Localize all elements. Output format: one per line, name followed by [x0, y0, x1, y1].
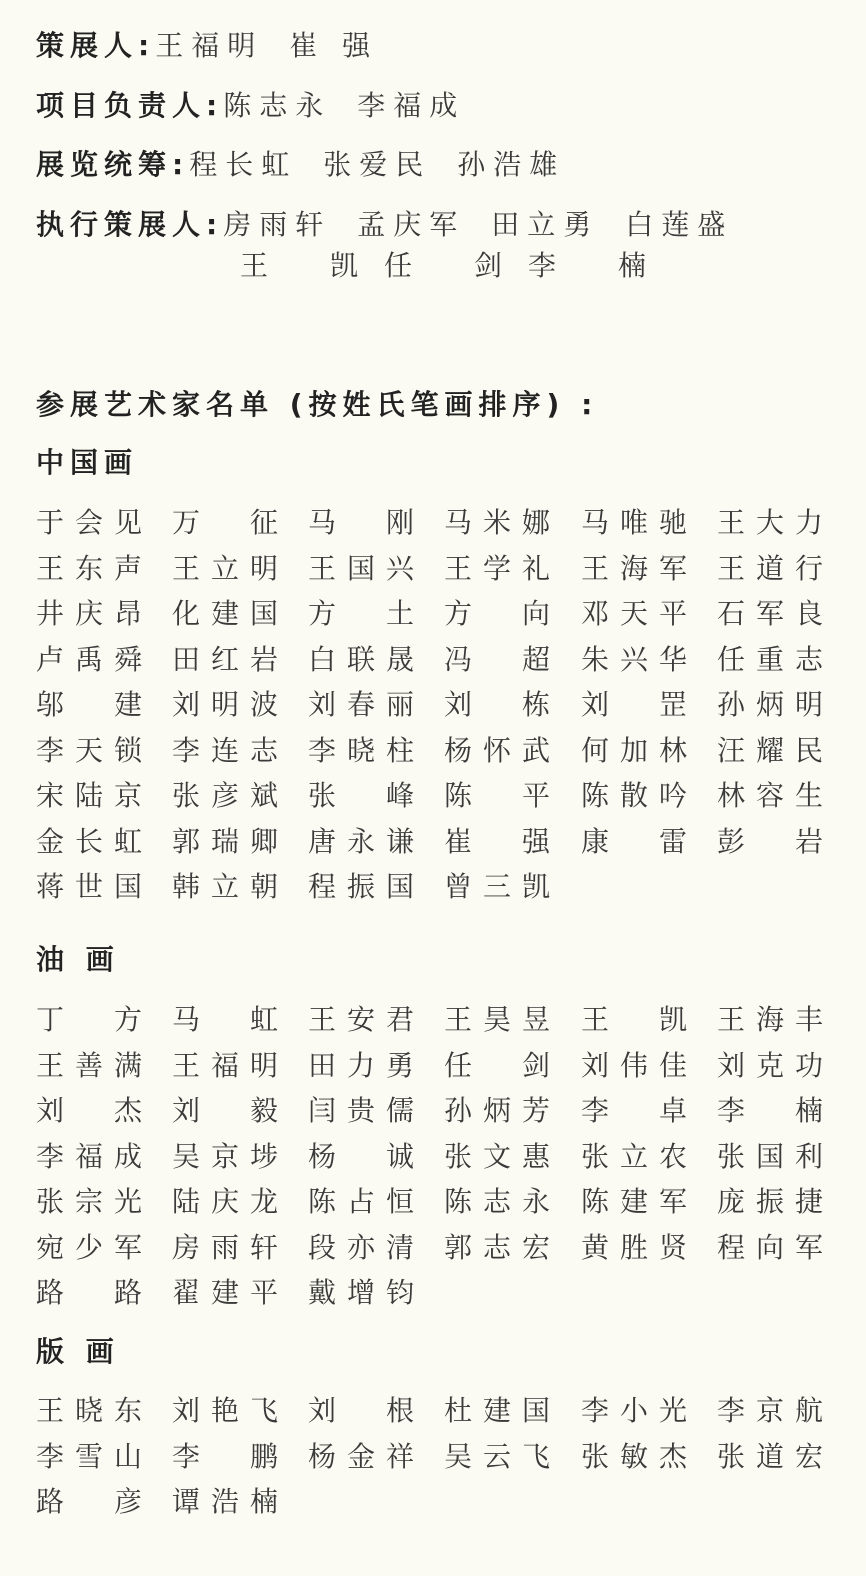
artist-name: 张 峰 — [308, 779, 414, 812]
artist-name: 王 昊 昱 — [444, 1003, 550, 1036]
artist-name: 路 路 — [36, 1276, 142, 1309]
artist-name: 吴 云 飞 — [444, 1439, 550, 1473]
artist-name: 万 征 — [172, 506, 278, 539]
artist-name: 杨 金 祥 — [308, 1439, 414, 1473]
artist-name: 王 立 明 — [172, 551, 278, 585]
artist-name: 张 敏 杰 — [581, 1439, 687, 1473]
artist-name: 张 宗 光 — [36, 1185, 142, 1218]
artist-name: 陆 庆 龙 — [172, 1185, 278, 1218]
artist-name: 王 东 声 — [36, 551, 142, 585]
executive-curator-name: 任 剑 — [384, 249, 502, 282]
artist-name: 王 福 明 — [172, 1048, 278, 1082]
coordination-label: 展览统筹: — [36, 148, 190, 181]
artist-name: 庞 振 捷 — [717, 1185, 823, 1218]
artist-name: 陈 志 永 — [444, 1185, 550, 1218]
artist-name: 任 剑 — [444, 1048, 550, 1082]
artist-name: 李 天 锁 — [36, 733, 142, 767]
artist-name: 陈 建 军 — [581, 1185, 687, 1218]
artist-name: 郭 志 宏 — [444, 1230, 550, 1264]
artist-name: 宋 陆 京 — [36, 779, 142, 812]
artist-name: 丁 方 — [36, 1003, 142, 1036]
artist-name: 张 文 惠 — [444, 1139, 550, 1173]
artist-name: 刘 艳 飞 — [172, 1394, 278, 1427]
artist-name: 杨 诚 — [308, 1139, 414, 1173]
executive-curator-name: 孟庆军 — [357, 208, 466, 241]
project-lead-name: 李福成 — [357, 89, 466, 122]
artist-name: 朱 兴 华 — [581, 642, 687, 676]
artist-name: 张 彦 斌 — [172, 779, 278, 812]
artist-name: 冯 超 — [444, 642, 550, 676]
artist-name: 李 京 航 — [717, 1394, 823, 1427]
artist-name: 吴 京 埗 — [172, 1139, 278, 1173]
artist-name: 杨 怀 武 — [444, 733, 550, 767]
artist-name: 卢 禹 舜 — [36, 642, 142, 676]
artist-name: 刘 毅 — [172, 1094, 278, 1127]
artist-name: 刘 根 — [308, 1394, 414, 1427]
artist-name: 张 立 农 — [581, 1139, 687, 1173]
artist-name: 马 唯 驰 — [581, 506, 687, 539]
artist-name: 李 晓 柱 — [308, 733, 414, 767]
artist-name: 王 道 行 — [717, 551, 823, 585]
artist-name: 李 小 光 — [581, 1394, 687, 1427]
artists-list-heading: 参展艺术家名单 (按姓氏笔画排序) : — [36, 388, 599, 421]
artist-name: 邬 建 — [36, 688, 142, 721]
artist-name: 刘 克 功 — [717, 1048, 823, 1082]
artist-name: 于 会 见 — [36, 506, 142, 539]
artist-name: 谭 浩 楠 — [172, 1485, 278, 1518]
artist-name: 刘 栋 — [444, 688, 550, 721]
artist-name: 邓 天 平 — [581, 597, 687, 630]
coordination-name: 张爱民 — [323, 148, 432, 181]
artist-name: 孙 炳 明 — [717, 688, 823, 721]
artist-name: 方 土 — [308, 597, 414, 630]
curators-label: 策展人: — [36, 29, 156, 62]
category-title-printmaking: 版 画 — [36, 1335, 120, 1368]
artist-name: 王 晓 东 — [36, 1394, 142, 1427]
project-lead-label: 项目负责人: — [36, 89, 224, 122]
artist-name: 房 雨 轩 — [172, 1230, 278, 1264]
artist-name: 李 卓 — [581, 1094, 687, 1127]
artist-name: 金 长 虹 — [36, 824, 142, 858]
artist-name: 王 大 力 — [717, 506, 823, 539]
artist-name: 翟 建 平 — [172, 1276, 278, 1309]
executive-curators-row — [36, 207, 759, 243]
executive-curator-name: 王 凯 — [240, 249, 358, 282]
category-title-chinese-painting: 中国画 — [36, 446, 139, 479]
artist-name: 陈 平 — [444, 779, 550, 812]
executive-curator-name: 李 楠 — [528, 249, 646, 282]
artist-name: 李 连 志 — [172, 733, 278, 767]
artist-name: 王 学 礼 — [444, 551, 550, 585]
artist-name: 康 雷 — [581, 824, 687, 858]
artist-name: 张 国 利 — [717, 1139, 823, 1173]
artist-name: 白 联 晟 — [308, 642, 414, 676]
artist-name: 王 善 满 — [36, 1048, 142, 1082]
artist-name: 石 军 良 — [717, 597, 823, 630]
artist-name: 唐 永 谦 — [308, 824, 414, 858]
artist-name: 化 建 国 — [172, 597, 278, 630]
artist-name: 杜 建 国 — [444, 1394, 550, 1427]
project-lead-name: 陈志永 — [223, 89, 332, 122]
artist-name: 王 凯 — [581, 1003, 687, 1036]
artist-name: 马 米 娜 — [444, 506, 550, 539]
artist-name: 王 国 兴 — [308, 551, 414, 585]
artist-name: 段 亦 清 — [308, 1230, 414, 1264]
artist-name: 刘 明 波 — [172, 688, 278, 721]
curator-name: 崔 强 — [289, 29, 379, 62]
artist-name: 黄 胜 贤 — [581, 1230, 687, 1264]
artist-name: 陈 散 吟 — [581, 779, 687, 812]
artist-name: 井 庆 昂 — [36, 597, 142, 630]
coordination-name: 程长虹 — [189, 148, 298, 181]
artist-name: 汪 耀 民 — [717, 733, 823, 767]
artist-name: 宛 少 军 — [36, 1230, 142, 1264]
executive-curator-name: 白莲盛 — [625, 208, 734, 241]
artist-name: 路 彦 — [36, 1485, 142, 1518]
artist-name: 蒋 世 国 — [36, 870, 142, 903]
executive-curators-row-2 — [240, 248, 672, 284]
artist-name: 刘 春 丽 — [308, 688, 414, 721]
artist-name: 刘 伟 佳 — [581, 1048, 687, 1082]
artist-name: 王 安 君 — [308, 1003, 414, 1036]
executive-curator-name: 田立勇 — [491, 208, 600, 241]
artist-name: 崔 强 — [444, 824, 550, 858]
artist-name: 程 向 军 — [717, 1230, 823, 1264]
artist-name: 闫 贵 儒 — [308, 1094, 414, 1127]
artist-name: 彭 岩 — [717, 824, 823, 858]
curators-row — [36, 28, 404, 64]
category-title-oil-painting: 油 画 — [36, 943, 120, 976]
artist-name: 马 刚 — [308, 506, 414, 539]
artist-name: 李 鹏 — [172, 1439, 278, 1473]
artist-name: 任 重 志 — [717, 642, 823, 676]
artist-name: 何 加 林 — [581, 733, 687, 767]
coordination-row — [36, 147, 591, 183]
artist-name: 韩 立 朝 — [172, 870, 278, 903]
artist-name: 马 虹 — [172, 1003, 278, 1036]
artist-name: 李 福 成 — [36, 1139, 142, 1173]
artist-name: 李 楠 — [717, 1094, 823, 1127]
artist-name: 王 海 军 — [581, 551, 687, 585]
artist-name: 程 振 国 — [308, 870, 414, 903]
artist-name: 戴 增 钧 — [308, 1276, 414, 1309]
coordination-name: 孙浩雄 — [457, 148, 566, 181]
artist-name: 田 力 勇 — [308, 1048, 414, 1082]
artist-name: 刘 杰 — [36, 1094, 142, 1127]
executive-curator-name: 房雨轩 — [223, 208, 332, 241]
artist-name: 田 红 岩 — [172, 642, 278, 676]
artist-name: 李 雪 山 — [36, 1439, 142, 1473]
artist-name: 刘 罡 — [581, 688, 687, 721]
artist-name: 王 海 丰 — [717, 1003, 823, 1036]
artist-name: 方 向 — [444, 597, 550, 630]
executive-curators-label: 执行策展人: — [36, 208, 224, 241]
artist-name: 林 容 生 — [717, 779, 823, 812]
project-lead-row — [36, 88, 491, 124]
curator-name: 王福明 — [155, 29, 264, 62]
artist-name: 郭 瑞 卿 — [172, 824, 278, 858]
artist-name: 张 道 宏 — [717, 1439, 823, 1473]
artist-name: 孙 炳 芳 — [444, 1094, 550, 1127]
artist-name: 陈 占 恒 — [308, 1185, 414, 1218]
artist-name: 曾 三 凯 — [444, 870, 550, 903]
